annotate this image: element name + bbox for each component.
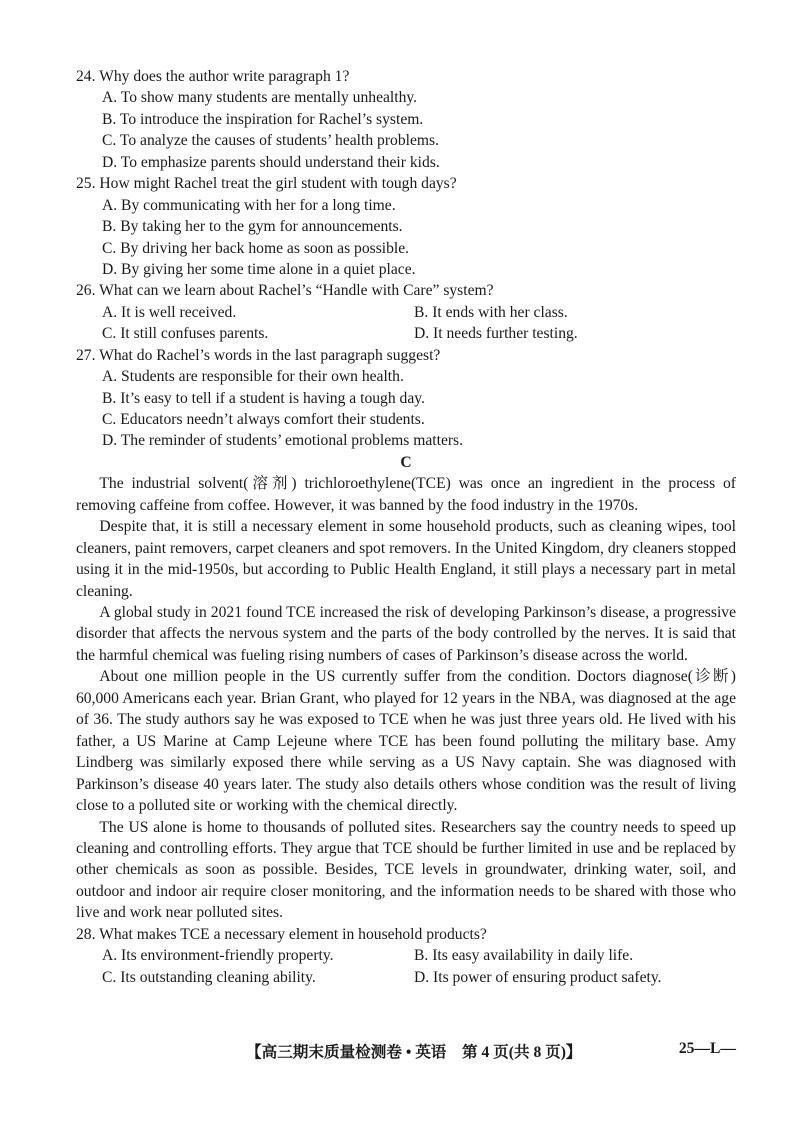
question-28-option-a: A. Its environment-friendly property. [102,947,334,965]
passage-paragraph-4: About one million people in the US currently suffer from the condition. Doctors diagnose(诊断) 60,000 Americans each year. Brian Grant, who played for 12 years in the NBA, was diagnosed at the age of 36. The study authors say he was exposed to TCE when he was just three years old. He lived with his father, a US Marine at Camp Lejeune where TCE has been found polluting the military base. Amy Lindberg was similarly exposed there while serving as a US Navy captain. She was diagnosed with Parkinson’s disease 40 years later. The study also details others whose condition was the result of living close to a polluted site or working with the chemical directly. [76,668,736,815]
footer-code: 25—L— [678,1040,736,1057]
question-25-option-c: C. By driving her back home as soon as possible. [102,239,410,257]
question-27-stem: 27. What do Rachel’s words in the last paragraph suggest? [76,346,441,364]
question-25-option-b: B. By taking her to the gym for announcements. [102,218,403,236]
passage-paragraph-2: Despite that, it is still a necessary element in some household products, such as cleaning wipes, tool cleaners, paint removers, carpet cleaners and spot removers. In the United Kingdom, dry cleaners stopped using it in the mid-1950s, but according to Public Health England, it still plays a necessary part in metal cleaning. [76,518,736,600]
passage-paragraph-5: The US alone is home to thousands of polluted sites. Researchers say the country needs to speed up cleaning and controlling efforts. They argue that TCE should be further limited in use and be replaced by other chemicals as soon as possible. Besides, TCE levels in groundwater, drinking water, soil, and outdoor and indoor air require closer monitoring, and the information needs to be shared with those who live and work near polluted sites. [76,818,736,922]
content-column [76,66,736,988]
question-25-option-d: D. By giving her some time alone in a quiet place. [102,260,416,278]
question-28-stem: 28. What makes TCE a necessary element in household products? [76,925,487,943]
question-28-option-c: C. Its outstanding cleaning ability. [102,968,316,986]
section-label: C [400,453,412,471]
question-26-option-c: C. It still confuses parents. [102,325,269,343]
question-28-options-row-2 [76,967,736,988]
question-28-option-b: B. Its easy availability in daily life. [414,947,634,965]
question-25-option-a: A. By communicating with her for a long time. [102,196,396,214]
passage-paragraph-1: The industrial solvent(溶剂) trichloroethylene(TCE) was once an ingredient in the process of removing caffeine from coffee. However, it was banned by the food industry in the 1970s. [76,475,736,514]
question-27-option-a: A. Students are responsible for their own health. [102,368,404,386]
question-24-option-d: D. To emphasize parents should understand their kids. [102,153,440,171]
question-28-option-d: D. Its power of ensuring product safety. [414,968,662,986]
question-26-stem: 26. What can we learn about Rachel’s “Handle with Care” system? [76,282,494,300]
footer-title: 【高三期末质量检测卷 • 英语 第 4 页(共 8 页)】 [246,1044,582,1061]
question-25-stem: 25. How might Rachel treat the girl student with tough days? [76,175,457,193]
question-26-option-b: B. It ends with her class. [414,303,568,321]
passage-paragraph-3: A global study in 2021 found TCE increased the risk of developing Parkinson’s disease, a progressive disorder that affects the nervous system and the parts of the body controlled by the nerves. It is said that the harmful chemical was fueling rising numbers of cases of Parkinson’s disease across the world. [76,604,736,664]
page-footer [76,1040,736,1062]
question-28-options-row-1 [76,945,736,966]
question-27-option-b: B. It’s easy to tell if a student is having a tough day. [102,389,425,407]
question-27-option-d: D. The reminder of students’ emotional problems matters. [102,432,464,450]
question-26-option-d: D. It needs further testing. [414,325,578,343]
question-27-option-c: C. Educators needn’t always comfort their students. [102,411,425,428]
question-24-option-c: C. To analyze the causes of students’ health problems. [102,132,439,150]
question-24-option-b: B. To introduce the inspiration for Rachel’s system. [102,110,424,128]
question-24-stem: 24. Why does the author write paragraph 1? [76,68,350,85]
question-26-options-row-1 [76,302,736,323]
question-24-option-a: A. To show many students are mentally unhealthy. [102,89,418,107]
question-26-options-row-2 [76,323,736,344]
question-26-option-a: A. It is well received. [102,303,237,321]
